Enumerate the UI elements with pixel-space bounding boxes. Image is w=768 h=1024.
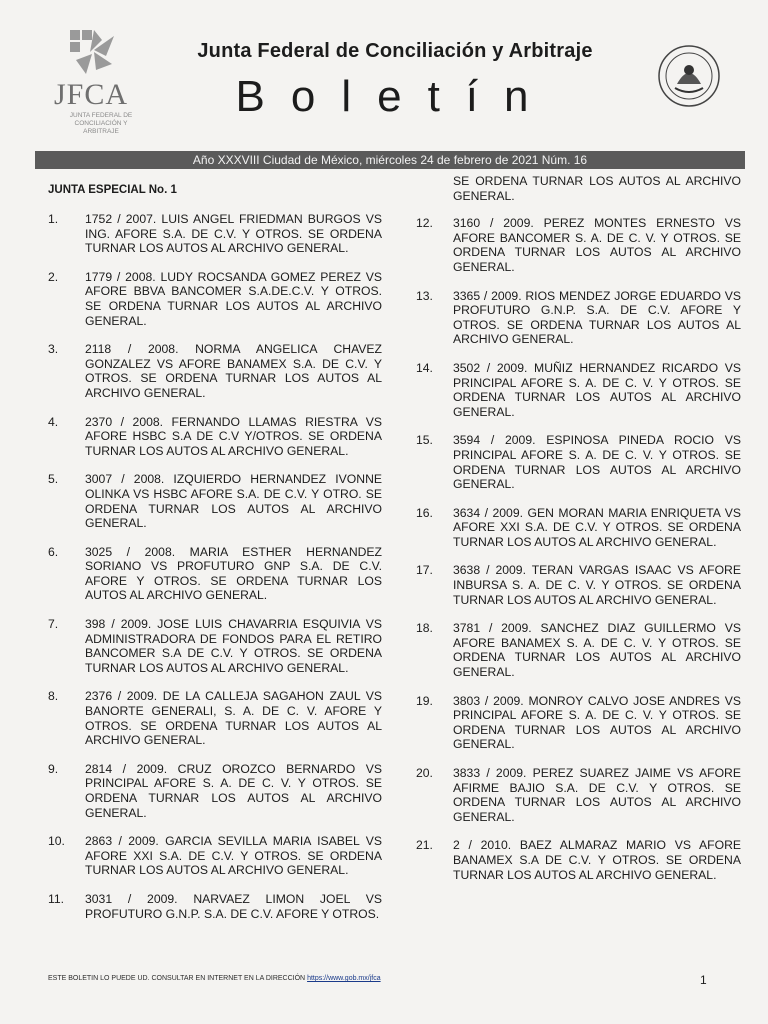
- footer: [48, 975, 548, 982]
- logo-text: JFCA: [54, 78, 129, 111]
- list-item: 10. 2863 / 2009. GARCIA SEVILLA MARIA ISABEL VS AFORE XXI S.A. DE C.V. Y OTROS. SE ORDENA TURNAR LOS AUTOS AL ARCHIVO GENERAL.: [48, 834, 382, 878]
- list-item: 15. 3594 / 2009. ESPINOSA PINEDA ROCIO VS PRINCIPAL AFORE S. A. DE C. V. Y OTROS. SE ORDENA TURNAR LOS AUTOS AL ARCHIVO GENERAL.: [416, 433, 741, 492]
- list-item: 8. 2376 / 2009. DE LA CALLEJA SAGAHON ZAUL VS BANORTE GENERALI, S. A. DE C. V. AFORE Y OTROS. SE ORDENA TURNAR LOS AUTOS AL ARCHIVO GENERAL.: [48, 689, 382, 748]
- jfca-emblem-icon: [66, 26, 116, 76]
- footer-link[interactable]: https://www.gob.mx/jfca: [307, 975, 381, 982]
- list-item: 20. 3833 / 2009. PEREZ SUAREZ JAIME VS AFORE AFIRME BAJIO S.A. DE C.V. Y OTROS. SE ORDENA TURNAR LOS AUTOS AL ARCHIVO GENERAL.: [416, 766, 741, 824]
- list-item: 6. 3025 / 2008. MARIA ESTHER HERNANDEZ SORIANO VS PROFUTURO GNP S.A. DE C.V. AFORE Y OTROS. SE ORDENA TURNAR LOS AUTOS AL ARCHIVO GENERAL.: [48, 544, 382, 603]
- list-item: 16. 3634 / 2009. GEN MORAN MARIA ENRIQUETA VS AFORE XXI S.A. DE C.V. Y OTROS. SE ORDENA TURNAR LOS AUTOS AL ARCHIVO GENERAL.: [416, 505, 741, 549]
- list-item: 9. 2814 / 2009. CRUZ OROZCO BERNARDO VS PRINCIPAL AFORE S. A. DE C. V. Y OTROS. SE ORDENA TURNAR LOS AUTOS AL ARCHIVO GENERAL.: [48, 761, 382, 820]
- page-title: Junta Federal de Conciliación y Arbitraje: [197, 40, 593, 62]
- left-column: [48, 184, 382, 935]
- list-item: 13. 3365 / 2009. RIOS MENDEZ JORGE EDUARDO VS PROFUTURO G.N.P. S.A. DE C.V. AFORE Y OTROS. SE ORDENA TURNAR LOS AUTOS AL ARCHIVO GENERAL.: [416, 288, 741, 347]
- list-item: 7. 398 / 2009. JOSE LUIS CHAVARRIA ESQUIVIA VS ADMINISTRADORA DE FONDOS PARA EL RETIRO BANCOMER S.A DE C.V. Y OTROS. SE ORDENA TURNAR LOS AUTOS AL ARCHIVO GENERAL.: [48, 617, 382, 675]
- list-item: 19. 3803 / 2009. MONROY CALVO JOSE ANDRES VS PRINCIPAL AFORE S. A. DE C. V. Y OTROS. SE ORDENA TURNAR LOS AUTOS AL ARCHIVO GENERAL.: [416, 693, 741, 752]
- page-number: 1: [700, 973, 707, 987]
- list-item: 14. 3502 / 2009. MUÑIZ HERNANDEZ RICARDO VS PRINCIPAL AFORE S. A. DE C. V. Y OTROS. SE ORDENA TURNAR LOS AUTOS AL ARCHIVO GENERAL.: [416, 360, 741, 419]
- list-item: 2. 1779 / 2008. LUDY ROCSANDA GOMEZ PEREZ VS AFORE BBVA BANCOMER S.A.DE.C.V. Y OTROS. SE ORDENA TURNAR LOS AUTOS AL ARCHIVO GENERAL.: [48, 269, 382, 328]
- list-item: 18. 3781 / 2009. SANCHEZ DIAZ GUILLERMO VS AFORE BANAMEX S. A. DE C. V. Y OTROS. SE ORDENA TURNAR LOS AUTOS AL ARCHIVO GENERAL.: [416, 621, 741, 680]
- list-item: 3. 2118 / 2008. NORMA ANGELICA CHAVEZ GONZALEZ VS AFORE BANAMEX S.A. DE C.V. Y OTROS. SE ORDENA TURNAR LOS AUTOS AL ARCHIVO GENERAL.: [48, 342, 382, 400]
- continued-text: SE ORDENA TURNAR LOS AUTOS AL ARCHIVO GENERAL.: [453, 174, 741, 203]
- logo-subtitle: JUNTA FEDERAL DE CONCILIACIÓN Y ARBITRAJE: [69, 112, 133, 135]
- section-title: JUNTA ESPECIAL No. 1: [48, 184, 177, 196]
- list-item: 5. 3007 / 2008. IZQUIERDO HERNANDEZ IVONNE OLINKA VS HSBC AFORE S.A. DE C.V. Y OTRO. SE ORDENA TURNAR LOS AUTOS AL ARCHIVO GENERAL.: [48, 472, 382, 531]
- right-column: [416, 174, 741, 896]
- mexico-seal-icon: [657, 44, 721, 108]
- list-item: 1. 1752 / 2007. LUIS ANGEL FRIEDMAN BURGOS VS ING. AFORE S.A. DE C.V. Y OTROS. SE ORDENA TURNAR LOS AUTOS AL ARCHIVO GENERAL.: [48, 212, 382, 256]
- boletin-title: Boletín: [235, 72, 555, 121]
- jfca-logo: [44, 26, 134, 136]
- list-item: 17. 3638 / 2009. TERAN VARGAS ISAAC VS AFORE INBURSA S. A. DE C. V. Y OTROS. SE ORDENA TURNAR LOS AUTOS AL ARCHIVO GENERAL.: [416, 563, 741, 607]
- footer-text: ESTE BOLETIN LO PUEDE UD. CONSULTAR EN INTERNET EN LA DIRECCIÓN: [48, 975, 306, 982]
- list-item: 11. 3031 / 2009. NARVAEZ LIMON JOEL VS PROFUTURO G.N.P. S.A. DE C.V. AFORE Y OTROS.: [48, 891, 382, 921]
- date-banner: Año XXXVIII Ciudad de México, miércoles 24 de febrero de 2021 Núm. 16: [35, 151, 745, 169]
- list-item: 12. 3160 / 2009. PEREZ MONTES ERNESTO VS AFORE BANCOMER S. A. DE C. V. Y OTROS. SE ORDENA TURNAR LOS AUTOS AL ARCHIVO GENERAL.: [416, 216, 741, 274]
- list-item: 4. 2370 / 2008. FERNANDO LLAMAS RIESTRA VS AFORE HSBC S.A DE C.V Y/OTROS. SE ORDENA TURNAR LOS AUTOS AL ARCHIVO GENERAL.: [48, 414, 382, 458]
- list-item: 21. 2 / 2010. BAEZ ALMARAZ MARIO VS AFORE BANAMEX S.A DE C.V. Y OTROS. SE ORDENA TURNAR LOS AUTOS AL ARCHIVO GENERAL.: [416, 838, 741, 882]
